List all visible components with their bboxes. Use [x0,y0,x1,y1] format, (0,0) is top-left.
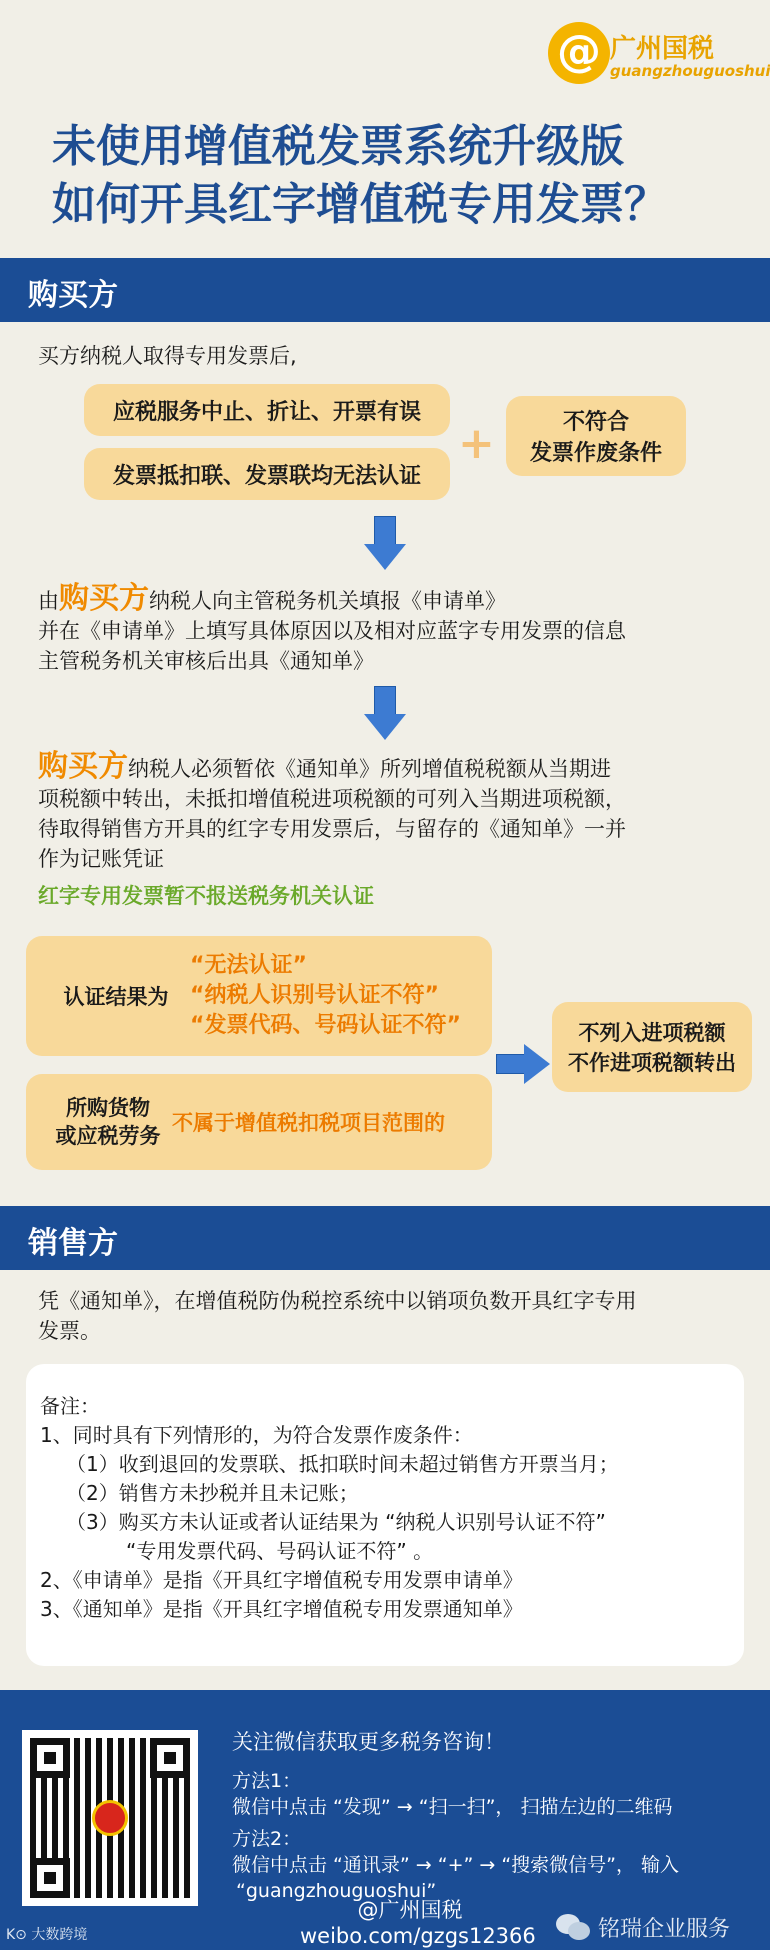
weibo-url[interactable]: weibo.com/gzgs12366 [300,1924,536,1948]
seller-instruction [38,1286,758,1346]
buyer-intro: 买方纳税人取得专用发票后, [38,344,297,368]
title-line-2: 如何开具红字增值税专用发票？ [52,179,668,230]
condition-pill-not-void [506,396,686,476]
goods-label-2: 或应税劳务 [55,1124,161,1148]
corner-watermark [6,1924,87,1944]
seller-section-header [0,1206,770,1270]
method-1-text: 微信中点击 “发现” → “扫一扫”， 扫描左边的二维码 [232,1796,673,1818]
cert-items [190,951,461,1041]
brand-name: 铭瑞企业服务 [598,1917,731,1942]
result-line-1: 不列入进项税额 [578,1021,726,1045]
step1-line-1-rest: 纳税人向主管税务机关填报《申请单》 [149,589,506,613]
goods-box [26,1074,492,1170]
logo-subtitle: guangzhouguoshui [610,62,770,80]
wechat-icon [556,1912,592,1940]
method-2-id: “guangzhouguoshui” [236,1880,437,1902]
note-1b: （2）销售方未抄税并且未记账； [66,1481,359,1505]
cert-item-2: “纳税人识别号认证不符” [190,983,439,1008]
footer-methods [232,1768,762,1904]
weibo-name: @广州国税 [357,1898,463,1922]
corner-text: 大数跨境 [31,1927,88,1943]
arrow-right-icon [496,1044,550,1084]
logo-name: 广州国税 [610,34,715,64]
corner-prefix: K⊙ [6,1927,27,1943]
method-2-label: 方法2： [232,1828,302,1850]
buyer-step-apply [38,581,748,676]
not-void-line-2: 发票作废条件 [529,441,662,466]
tax-emblem-icon [92,1800,128,1836]
buyer-section-header [0,258,770,322]
step1-line-2: 并在《申请单》上填写具体原因以及相对应蓝字专用发票的信息 [38,619,626,643]
not-void-line-1: 不符合 [562,410,629,435]
result-box [552,1002,752,1092]
goods-label [44,1094,172,1150]
seller-line-1: 凭《通知单》，在增值税防伪税控系统中以销项负数开具红字专用 [38,1289,637,1313]
arrow-down-icon [364,686,406,742]
condition-pill-service-stop: 应税服务中止、折让、开票有误 [84,384,450,436]
method-1-label: 方法1： [232,1770,302,1792]
condition-pill-cannot-verify: 发票抵扣联、发票联均无法认证 [84,448,450,500]
step2-line-2: 项税额中转出，未抵扣增值税进项税额的可列入当期进项税额， [38,787,626,811]
no-submit-note: 红字专用发票暂不报送税务机关认证 [38,884,374,908]
step1-line-1 [38,581,748,616]
note-1: 1、同时具有下列情形的，为符合发票作废条件： [40,1423,473,1447]
step2-line-1 [38,749,758,784]
wechat-qr-code[interactable] [22,1730,198,1906]
buyer-highlight: 购买方 [59,581,149,616]
goods-label-1: 所购货物 [66,1096,150,1120]
plus-icon: + [458,418,495,469]
note-1c: （3）购买方未认证或者认证结果为 “纳税人识别号认证不符” [66,1510,606,1534]
title-line-1: 未使用增值税发票系统升级版 [52,121,624,172]
arrow-down-icon [364,516,406,572]
buyer-heading: 购买方 [28,278,118,313]
note-2: 2、《申请单》是指《开具红字增值税专用发票申请单》 [40,1568,523,1592]
note-1d: “专用发票代码、号码认证不符” 。 [126,1539,434,1563]
seller-line-2: 发票。 [38,1319,101,1343]
cert-label: 认证结果为 [63,985,169,1009]
notes-list [40,1392,740,1624]
guangzhou-tax-logo [548,22,770,88]
step2-line-1-rest: 纳税人必须暂依《通知单》所列增值税税额从当期进 [128,757,611,781]
step2-line-3: 待取得销售方开具的红字专用发票后，与留存的《通知单》一并 [38,817,626,841]
weibo-block [300,1894,536,1948]
result-line-2: 不作进项税额转出 [568,1051,736,1075]
method-2-text: 微信中点击 “通讯录” → “+” → “搜索微信号”， 输入 [232,1854,680,1876]
buyer-step-transfer [38,749,758,874]
note-3: 3、《通知单》是指《开具红字增值税专用发票通知单》 [40,1597,523,1621]
footer-heading: 关注微信获取更多税务咨询！ [232,1730,505,1754]
cert-item-1: “无法认证” [190,953,307,978]
page-title [52,118,732,234]
notes-box [26,1364,744,1666]
buyer-highlight: 购买方 [38,749,128,784]
goods-desc: 不属于增值税扣税项目范围的 [172,1111,445,1135]
notes-title: 备注： [40,1394,100,1418]
step1-prefix: 由 [38,589,59,613]
cert-result-box [26,936,492,1056]
cert-item-3: “发票代码、号码认证不符” [190,1013,461,1038]
step2-line-4: 作为记账凭证 [38,847,164,871]
footer [0,1690,770,1950]
at-icon: @ [548,22,610,84]
seller-heading: 销售方 [28,1226,118,1261]
note-1a: （1）收到退回的发票联、抵扣联时间未超过销售方开票当月； [66,1452,619,1476]
step1-line-3: 主管税务机关审核后出具《通知单》 [38,649,374,673]
